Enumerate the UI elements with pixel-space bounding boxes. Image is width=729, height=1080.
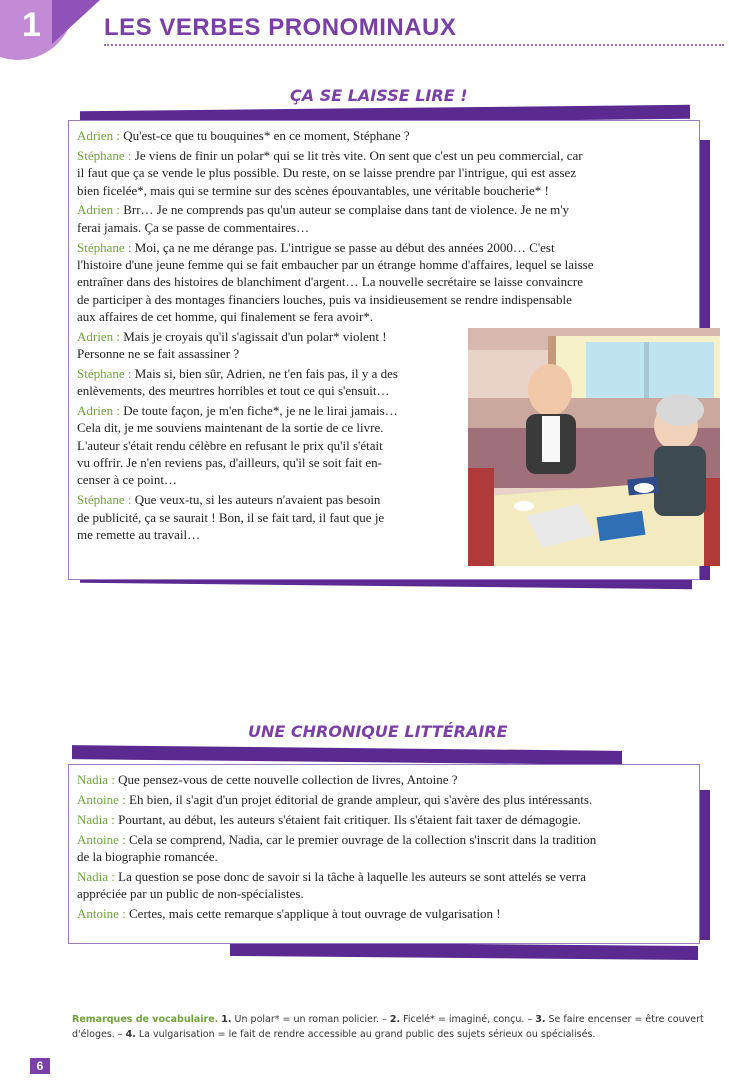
dialogue-line <box>77 491 459 509</box>
dialogue-text: bien ficelée*, mais qui se termine sur des scènes épouvantables, une véritable boucherie* ! <box>77 182 549 198</box>
dialogue-text: de la biographie romancée. <box>77 849 218 864</box>
dialogue-text: vu offrir. Je n'en reviens pas, d'ailleurs, qu'il se soit fait en- <box>77 455 382 470</box>
header-divider <box>104 44 724 46</box>
dialogue-text: L'auteur s'était rendu célèbre en refusant le prix qu'il s'était <box>77 437 383 453</box>
dialogue-text: Mais si, bien sûr, Adrien, ne t'en fais pas, il y a des <box>134 365 398 381</box>
section1-title: ÇA SE LAISSE LIRE ! <box>290 86 468 105</box>
cafe-scene-drawing <box>468 328 720 566</box>
dialogue-line <box>77 182 691 200</box>
header-wedge <box>52 0 100 44</box>
section2-title: UNE CHRONIQUE LITTÉRAIRE <box>248 722 508 741</box>
dialogue-text: Que veux-tu, si les auteurs n'avaient pas besoin <box>134 492 381 508</box>
chapter-number: 1 <box>22 6 41 44</box>
dialogue-text: De toute façon, je m'en fiche*, je ne le lirai jamais… <box>123 403 398 419</box>
speaker-name: Stéphane : <box>77 239 132 255</box>
chapter-title: LES VERBES PRONOMINAUX <box>104 14 457 41</box>
vocab-item-3: 3. Se faire encenser = être couvert d'éloges. – <box>72 1014 704 1040</box>
speaker-name: Antoine : <box>77 906 126 922</box>
speaker-name: Adrien : <box>77 202 120 218</box>
speaker-name: Adrien : <box>77 328 120 344</box>
dialogue-line <box>77 905 691 923</box>
dialogue-text: Qu'est-ce que tu bouquines* en ce moment, Stéphane ? <box>123 128 410 143</box>
dialogue-text: de publicité, ça se saurait ! Bon, il se fait tard, il faut que je <box>77 509 385 525</box>
dialogue-line <box>77 811 691 829</box>
dialogue-text: de participer à des montages financiers louches, puis va insidieusement se rendre indispensable <box>77 291 572 307</box>
dialogue-text: Pourtant, au début, les auteurs s'étaient fait critiquer. Ils s'étaient fait taxer de démagogie. <box>118 811 581 827</box>
dialogue-text: censer à ce point… <box>77 472 177 488</box>
dialogue-box-2 <box>68 764 700 944</box>
dialogue-text: Eh bien, il s'agit d'un projet éditorial de grande ampleur, qui s'avère des plus intéressants. <box>129 791 593 807</box>
dialogue-line <box>77 273 691 291</box>
section2-top-band <box>72 745 622 765</box>
dialogue-text: Que pensez-vous de cette nouvelle collection de livres, Antoine ? <box>118 772 458 787</box>
dialogue-line <box>77 437 459 455</box>
dialogue-line <box>77 402 459 420</box>
dialogue-line <box>77 147 691 165</box>
dialogue-line <box>77 831 691 849</box>
dialogue-text: aux affaires de cet homme, qui finalement se fera avoir*. <box>77 308 374 324</box>
dialogue-text: Certes, mais cette remarque s'applique à tout ouvrage de vulgarisation ! <box>129 906 501 922</box>
vocabulary-label: Remarques de vocabulaire. <box>72 1014 219 1025</box>
section2-bottom-band <box>230 942 698 960</box>
speaker-name: Nadia : <box>77 811 115 827</box>
dialogue-line <box>77 219 691 237</box>
vocab-item-4: 4. La vulgarisation = le fait de rendre accessible au grand public des sujets sérieux ou spécialisés. <box>125 1029 596 1040</box>
dialogue-text: Cela dit, je me souviens maintenant de la sortie de ce livre. <box>77 420 384 436</box>
dialogue-line <box>77 419 459 437</box>
dialogue-line <box>77 791 691 809</box>
dialogue-line <box>77 308 691 326</box>
dialogue-text: La question se pose donc de savoir si la tâche à laquelle les auteurs se sont attelés se verra <box>118 868 586 884</box>
speaker-name: Nadia : <box>77 868 115 884</box>
dialogue-text: enlèvements, des meurtres horribles et tout ce qui s'ensuit… <box>77 383 390 399</box>
dialogue-line <box>77 848 691 866</box>
speaker-name: Nadia : <box>77 772 115 787</box>
dialogue-line <box>77 127 691 145</box>
cafe-illustration <box>468 328 720 566</box>
dialogue-text: Personne ne se fait assassiner ? <box>77 346 240 361</box>
dialogue-line <box>77 256 691 274</box>
dialogue-line <box>77 771 691 789</box>
dialogue-line <box>77 526 459 544</box>
dialogue-line <box>77 868 691 886</box>
dialogue-text: appréciée par un public de non-spécialistes. <box>77 886 304 902</box>
page-number: 6 <box>30 1058 50 1074</box>
dialogue-text: Moi, ça ne me dérange pas. L'intrigue se passe au début des années 2000… C'est <box>134 239 555 255</box>
dialogue-line <box>77 365 459 383</box>
dialogue-text: l'histoire d'une jeune femme qui se fait embaucher par un étrange homme d'affaires, lequel se laisse <box>77 256 594 272</box>
dialogue-line <box>77 239 691 257</box>
vocab-item-1: 1. Un polar* = un roman policier. – <box>221 1014 390 1025</box>
speaker-name: Adrien : <box>77 403 120 419</box>
speaker-name: Stéphane : <box>77 492 132 508</box>
dialogue-line <box>77 509 459 527</box>
dialogue-text: Brr… Je ne comprends pas qu'un auteur se complaise dans tant de violence. Je ne m'y <box>123 202 570 218</box>
vocab-item-2: 2. Ficelé* = imaginé, conçu. – <box>389 1014 536 1025</box>
speaker-name: Adrien : <box>77 128 120 143</box>
dialogue-line <box>77 471 459 489</box>
dialogue-line <box>77 201 691 219</box>
speaker-name: Stéphane : <box>77 147 132 163</box>
dialogue-text: Mais je croyais qu'il s'agissait d'un polar* violent ! <box>123 328 387 344</box>
dialogue-line <box>77 454 459 472</box>
dialogue-text: Je viens de finir un polar* qui se lit très vite. On sent que c'est un peu commercial, car <box>134 147 583 163</box>
dialogue-line <box>77 382 459 400</box>
dialogue-line <box>77 885 691 903</box>
dialogue-text: me remette au travail… <box>77 526 201 542</box>
vocabulary-notes <box>72 1012 712 1042</box>
speaker-name: Antoine : <box>77 791 126 807</box>
dialogue-line <box>77 164 691 182</box>
dialogue-line <box>77 291 691 309</box>
dialogue-text: entraîner dans des histoires de blanchiment d'argent… La nouvelle secrétaire se laisse convaincre <box>77 274 584 290</box>
speaker-name: Antoine : <box>77 831 126 847</box>
dialogue-text: Cela se comprend, Nadia, car le premier ouvrage de la collection s'inscrit dans la tradition <box>129 831 597 847</box>
speaker-name: Stéphane : <box>77 365 132 381</box>
dialogue-text: ferai jamais. Ça se passe de commentaires… <box>77 219 310 235</box>
dialogue-text: il faut que ça se vende le plus possible. Du reste, on se laisse prendre par l'intrigue, qui est assez <box>77 165 577 181</box>
